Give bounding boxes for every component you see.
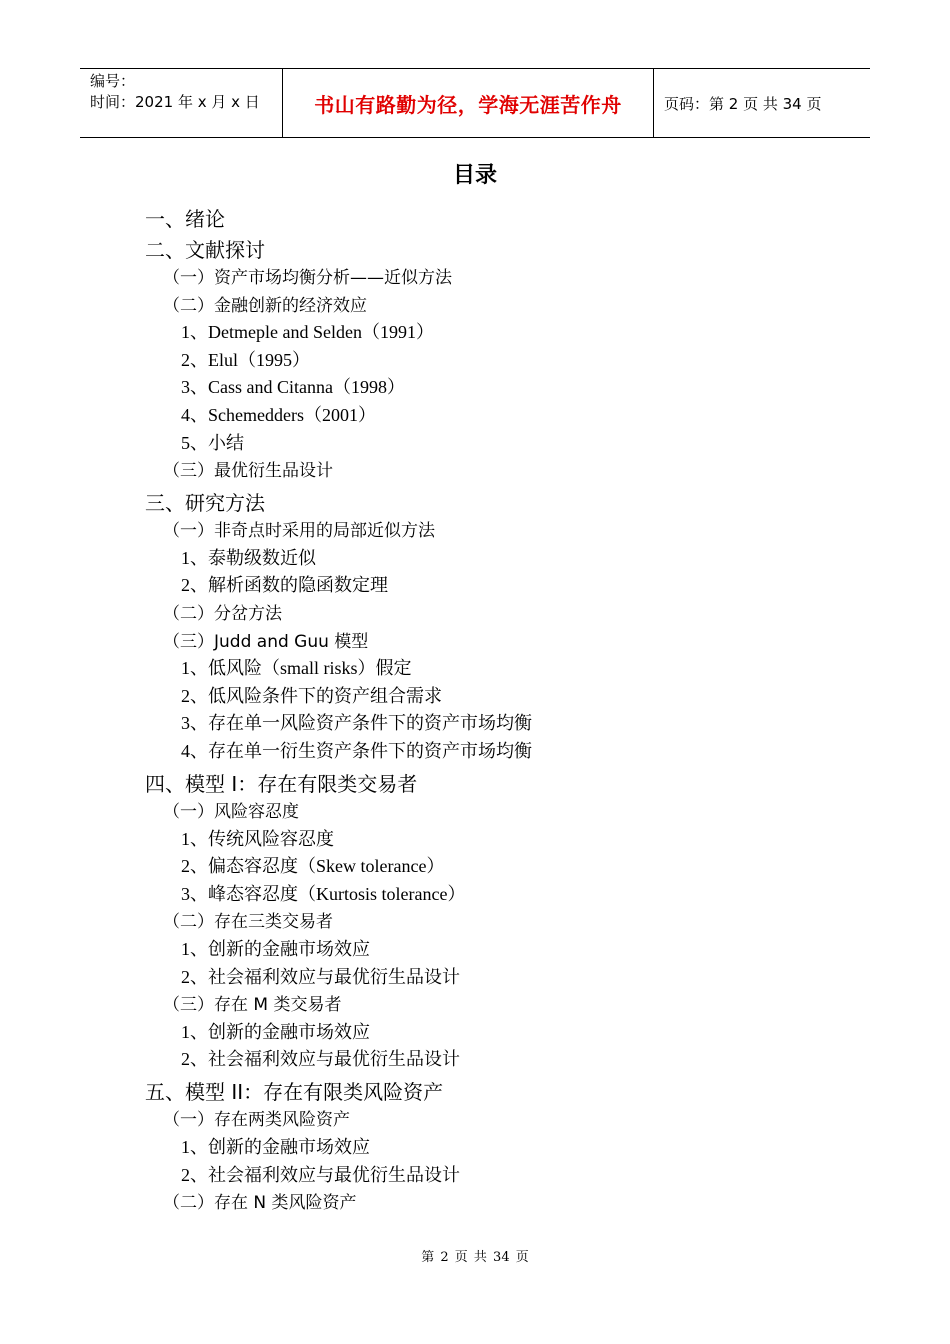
toc-entry-level-2: （三）最优衍生品设计 <box>163 461 333 482</box>
toc-entry-level-3: 1、泰勒级数近似 <box>181 547 316 568</box>
header-table <box>80 68 870 138</box>
toc-entry-level-2: （二）分岔方法 <box>163 604 282 624</box>
toc-entry-level-1: 五、模型 II：存在有限类风险资产 <box>145 1080 444 1105</box>
toc-entry-level-3: 2、低风险条件下的资产组合需求 <box>181 685 442 706</box>
page-footer: 第 2 页 共 34 页 <box>421 1250 529 1265</box>
header-page-cell <box>654 69 870 137</box>
toc-entry-level-3: 2、社会福利效应与最优衍生品设计 <box>181 1164 460 1185</box>
toc-entry-level-3: 2、解析函数的隐函数定理 <box>181 575 388 596</box>
toc-entry-level-3: 1、传统风险容忍度 <box>181 828 334 849</box>
toc-entry-level-2: （二）存在三类交易者 <box>163 912 333 933</box>
toc-entry-level-3: 3、Cass and Citanna（1998） <box>181 377 405 398</box>
motto-text: 书山有路勤为径，学海无涯苦作舟 <box>314 92 622 117</box>
toc-entry-level-2: （一）非奇点时采用的局部近似方法 <box>163 521 435 542</box>
toc-entry-level-3: 3、存在单一风险资产条件下的资产市场均衡 <box>181 713 532 734</box>
toc-entry-level-3: 4、存在单一衍生资产条件下的资产市场均衡 <box>181 741 532 761</box>
toc-entry-level-2: （一）存在两类风险资产 <box>163 1110 350 1131</box>
toc-entry-level-3: 2、社会福利效应与最优衍生品设计 <box>181 966 460 987</box>
toc-entry-level-3: 5、小结 <box>181 432 244 453</box>
toc-entry-level-3: 3、峰态容忍度（Kurtosis tolerance） <box>181 883 466 904</box>
toc-entry-level-3: 2、Elul（1995） <box>181 349 310 370</box>
toc-entry-level-1: 四、模型 I：存在有限类交易者 <box>145 772 418 796</box>
toc-entry-level-1: 二、文献探讨 <box>145 238 265 262</box>
toc-entry-level-3: 1、创新的金融市场效应 <box>181 1021 370 1042</box>
page-info: 页码：第 2 页 共 34 页 <box>664 94 822 113</box>
toc-entry-level-3: 1、低风险（small risks）假定 <box>181 658 412 679</box>
toc-entry-level-2: （一）风险容忍度 <box>163 802 299 822</box>
header-left-cell <box>80 69 282 137</box>
document-number-label: 编号： <box>90 72 136 90</box>
toc-entry-level-3: 1、Detmeple and Selden（1991） <box>181 322 434 343</box>
header-motto-cell <box>282 69 654 137</box>
toc-entry-level-3: 2、社会福利效应与最优衍生品设计 <box>181 1049 460 1070</box>
toc-entry-level-2: （一）资产市场均衡分析——近似方法 <box>163 268 452 288</box>
page-title: 目录 <box>452 163 497 188</box>
toc-entry-level-2: （三）Judd and Guu 模型 <box>163 631 369 652</box>
toc-entry-level-2: （三）存在 M 类交易者 <box>163 995 342 1016</box>
toc-entry-level-3: 1、创新的金融市场效应 <box>181 939 370 959</box>
toc-entry-level-3: 1、创新的金融市场效应 <box>181 1137 370 1157</box>
toc-entry-level-1: 三、研究方法 <box>145 491 265 516</box>
toc-entry-level-3: 2、偏态容忍度（Skew tolerance） <box>181 856 445 877</box>
toc-entry-level-2: （二）金融创新的经济效应 <box>163 295 367 316</box>
toc-entry-level-2: （二）存在 N 类风险资产 <box>163 1193 357 1214</box>
toc-entry-level-1: 一、绪论 <box>145 207 225 231</box>
toc-entry-level-3: 4、Schemedders（2001） <box>181 405 376 425</box>
document-date: 时间：2021 年 x 月 x 日 <box>90 93 260 111</box>
